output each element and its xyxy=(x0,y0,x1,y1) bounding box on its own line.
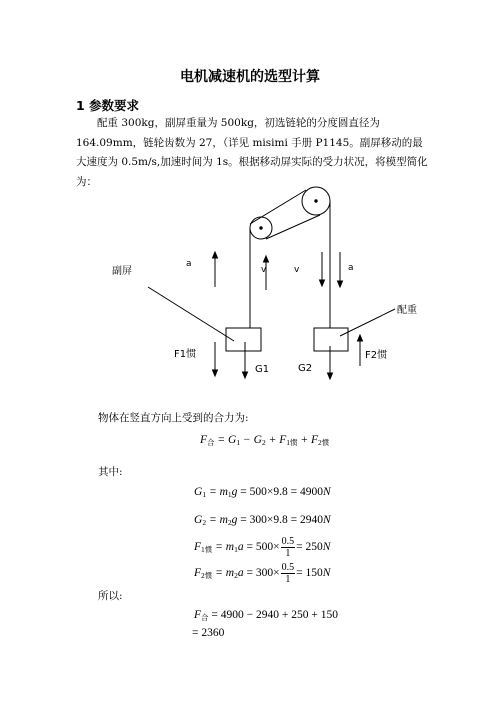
paragraph-net-force: 物体在竖直方向上受到的合力为: xyxy=(98,412,249,424)
equation-net-force: $F_合 = G_1 - G_2 + F_{1惯} + F_{2惯}$ xyxy=(200,434,330,447)
label-f2: F2惯 xyxy=(365,350,388,361)
label-f1: F1惯 xyxy=(174,349,197,360)
label-a-left: a xyxy=(186,259,192,269)
paragraph-therefore: 所以: xyxy=(98,590,123,602)
equation-final-result: = 2360 xyxy=(192,627,225,639)
section-heading-parameters: 1 参数要求 xyxy=(76,98,140,113)
chain-top xyxy=(250,190,306,224)
label-v-left: v xyxy=(261,265,267,275)
document-title: 电机减速机的选型计算 xyxy=(180,69,320,85)
equation-f1-inertia: $F_{1惯} = m_1a = 500\times$ $\frac{0.5}{1}$ = 250N xyxy=(194,536,331,559)
chain-middle xyxy=(266,215,320,239)
label-a-right: a xyxy=(348,263,354,273)
label-g1: G1 xyxy=(255,364,270,375)
label-fuping: 副屏 xyxy=(112,266,132,277)
label-v-right: v xyxy=(294,265,300,275)
paragraph-where: 其中: xyxy=(98,466,123,478)
equation-final-sum: $F_合 = 4900 - 2940 + 250 + 150$ xyxy=(194,609,338,622)
label-peizhong: 配重 xyxy=(397,305,417,316)
equation-g2: $G_2 = m_2g = 300\times 9.8 = 2940N$ xyxy=(194,514,331,527)
label-g2: G2 xyxy=(298,363,313,374)
equation-f2-inertia: $F_{2惯} = m_2a = 300\times$ $\frac{0.5}{1}$ = 150N xyxy=(194,562,331,585)
paragraph-requirements: 配重 300kg，副屏重量为 500kg，初选链轮的分度圆直径为 164.09mm，链轮齿数为 27，（详见 misimi 手册 P1145。副屏移动的最大速度为 0.5m/s,加速时间为 1s。根据移动屏实际的受力状况，将模型简化为： xyxy=(76,117,428,188)
counterweight-box xyxy=(314,328,348,351)
equation-g1: $G_1 = m_1g = 500\times 9.8 = 4900N$ xyxy=(194,486,331,499)
